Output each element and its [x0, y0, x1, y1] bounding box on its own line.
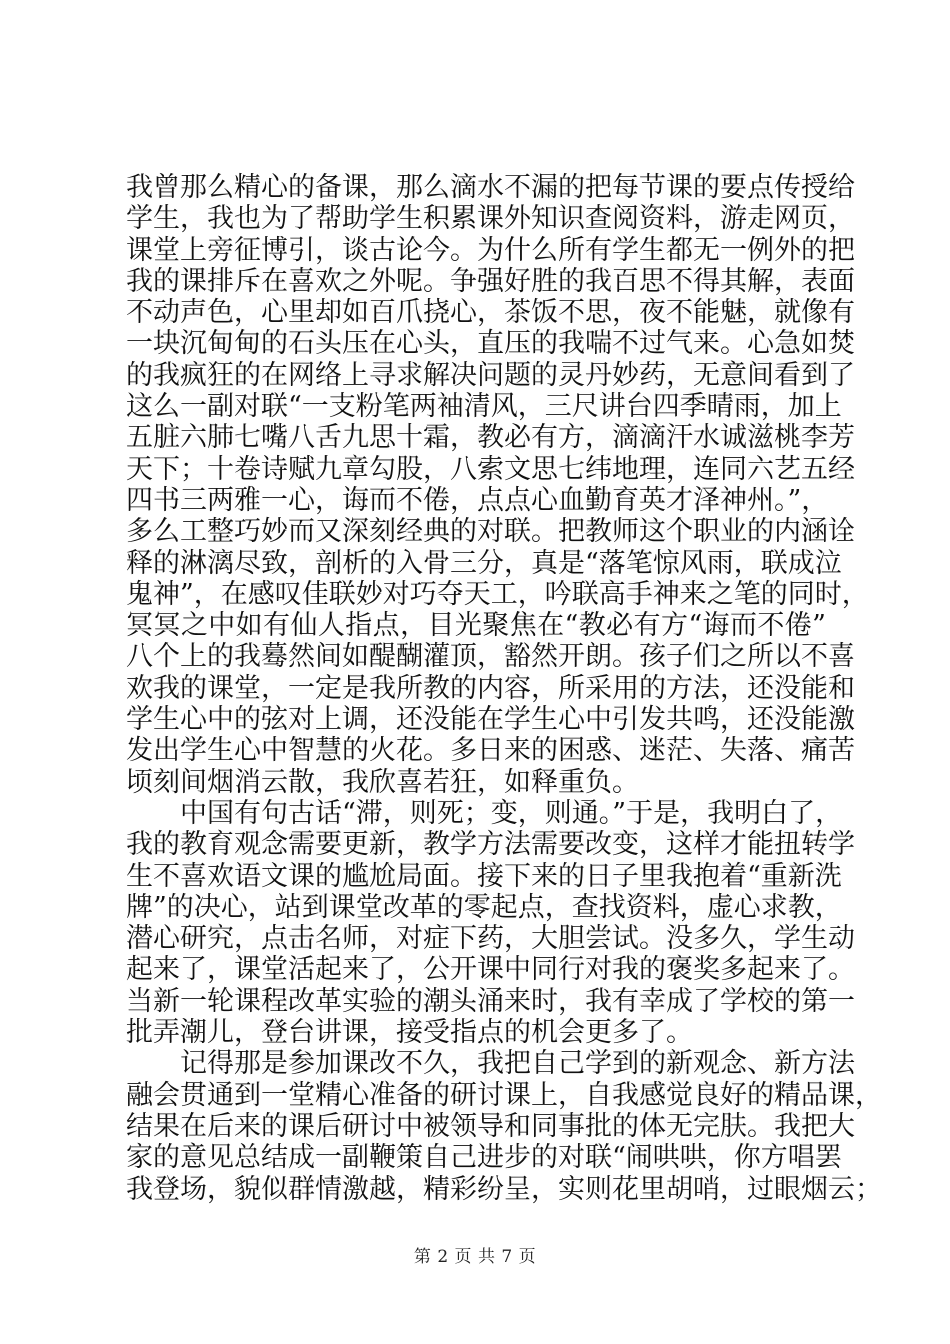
text-line: 欢我的课堂，一定是我所教的内容，所采用的方法，还没能和	[126, 672, 855, 704]
text-line: 我的课排斥在喜欢之外呢。争强好胜的我百思不得其解，表面	[126, 265, 855, 297]
text-line: 四书三两雅一心，诲而不倦，点点心血勤育英才泽神州。”，	[126, 484, 829, 516]
text-line: 一块沉甸甸的石头压在心头，直压的我喘不过气来。心急如焚	[126, 328, 855, 360]
text-line: 中国有句古话“滞，则死；变，则通。”于是，我明白了，	[180, 797, 843, 829]
text-line: 释的淋漓尽致，剖析的入骨三分，真是“落笔惊风雨，联成泣	[126, 547, 842, 579]
text-line: 融会贯通到一堂精心准备的研讨课上，自我感觉良好的精品课，	[126, 1079, 882, 1111]
text-line: 我曾那么精心的备课，那么滴水不漏的把每节课的要点传授给	[126, 172, 855, 203]
text-line: 八个上的我蓦然间如醍醐灌顶，豁然开朗。孩子们之所以不喜	[126, 641, 855, 673]
text-line: 天下；十卷诗赋九章勾股，八索文思七纬地理，连同六艺五经	[126, 453, 855, 485]
text-line: 学生心中的弦对上调，还没能在学生心中引发共鸣，还没能激	[126, 704, 855, 736]
text-line: 这么一副对联“一支粉笔两袖清风，三尺讲台四季晴雨，加上	[126, 391, 842, 423]
text-line: 我的教育观念需要更新，教学方法需要改变，这样才能扭转学	[126, 829, 855, 861]
text-line: 冥冥之中如有仙人指点，目光聚焦在“教必有方“诲而不倦”	[126, 610, 826, 642]
text-line: 的我疯狂的在网络上寻求解决问题的灵丹妙药，无意间看到了	[126, 359, 855, 391]
page-footer: 第 2 页 共 7 页	[413, 1247, 537, 1267]
text-line: 牌”的决心，站到课堂改革的零起点，查找资料，虚心求教，	[126, 891, 842, 923]
text-line: 当新一轮课程改革实验的潮头涌来时，我有幸成了学校的第一	[126, 985, 855, 1017]
paragraph	[126, 1048, 882, 1205]
text-line: 不动声色，心里却如百爪挠心，茶饭不思，夜不能魅，就像有	[126, 297, 855, 329]
text-line: 记得那是参加课改不久，我把自己学到的新观念、新方法	[180, 1048, 855, 1080]
text-line: 发出学生心中智慧的火花。多日来的困惑、迷茫、失落、痛苦	[126, 735, 855, 767]
text-line: 批弄潮儿，登台讲课，接受指点的机会更多了。	[126, 1017, 693, 1049]
text-line: 鬼神”，在感叹佳联妙对巧夺天工，吟联高手神来之笔的同时，	[126, 578, 869, 610]
text-line: 家的意见总结成一副鞭策自己进步的对联“闹哄哄，你方唱罢	[126, 1142, 842, 1174]
text-line: 结果在后来的课后研讨中被领导和同事批的体无完肤。我把大	[126, 1110, 855, 1142]
paragraph	[126, 172, 869, 798]
text-line: 起来了，课堂活起来了，公开课中同行对我的褒奖多起来了。	[126, 954, 855, 986]
text-line: 多么工整巧妙而又深刻经典的对联。把教师这个职业的内涵诠	[126, 516, 855, 548]
text-line: 我登场，貌似群情激越，精彩纷呈，实则花里胡哨，过眼烟云；	[126, 1173, 882, 1205]
text-line: 生不喜欢语文课的尴尬局面。接下来的日子里我抱着“重新洗	[126, 860, 842, 892]
text-line: 学生，我也为了帮助学生积累课外知识查阅资料，游走网页，	[126, 203, 855, 235]
text-line: 潜心研究，点击名师，对症下药，大胆尝试。没多久，学生动	[126, 923, 855, 955]
text-line: 五脏六肺七嘴八舌九思十霜，教必有方，滴滴汗水诚滋桃李芳	[126, 422, 855, 454]
text-line: 顷刻间烟消云散，我欣喜若狂，如释重负。	[126, 766, 639, 798]
paragraph	[126, 797, 855, 1049]
text-line: 课堂上旁征博引，谈古论今。为什么所有学生都无一例外的把	[126, 234, 855, 266]
document-body	[126, 172, 882, 1205]
